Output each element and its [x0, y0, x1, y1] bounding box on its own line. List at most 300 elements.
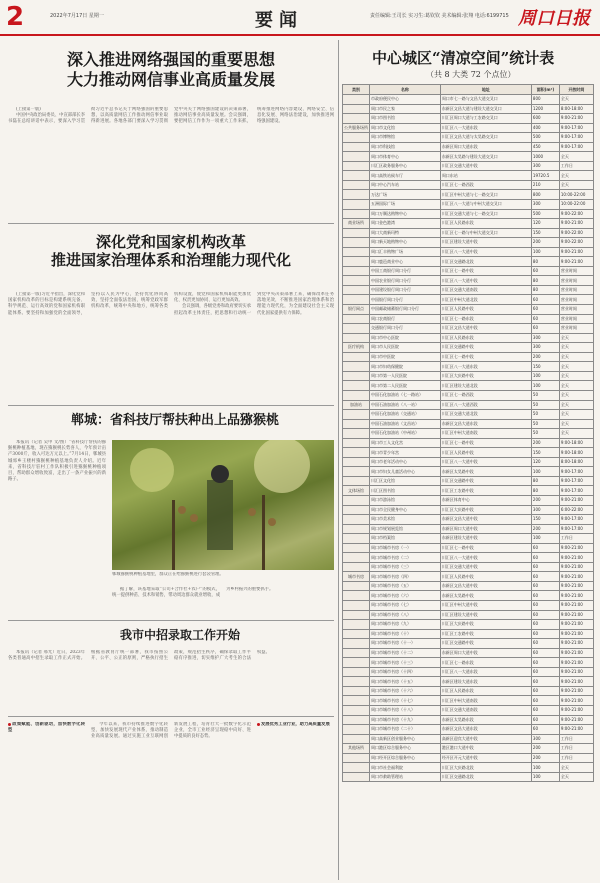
table-row: [343, 123, 594, 133]
divider: [8, 405, 334, 406]
row-address: 川汇区交通路北段: [440, 257, 531, 267]
row-name: 周口市人民医院: [370, 343, 441, 353]
table-row: [343, 429, 594, 439]
row-hours: 工作日: [559, 161, 593, 171]
table-row: [343, 715, 594, 725]
row-address: 东新区建设大道东段: [440, 677, 531, 687]
row-name: 周口市城市书房（十五）: [370, 677, 441, 687]
row-name: 周口市妇女儿童活动中心: [370, 467, 441, 477]
row-address: 川汇区交通大道中段: [440, 161, 531, 171]
row-area: 150: [531, 515, 559, 525]
row-area: 200: [531, 753, 559, 763]
row-category: [343, 152, 370, 162]
row-hours: 9:00-17:00: [559, 524, 593, 534]
row-address: 川汇区七一路西段: [440, 180, 531, 190]
row-area: 50: [531, 390, 559, 400]
row-name: 中国建设银行周口分行: [370, 285, 441, 295]
row-area: 100: [531, 247, 559, 257]
row-category: 商业场所: [343, 219, 370, 229]
row-hours: 9:00-17:00: [559, 467, 593, 477]
row-address: 川汇区交通大道中段: [440, 562, 531, 572]
article4-headline[interactable]: 我市中招录取工作开始: [119, 628, 240, 642]
header-address: 地址: [440, 85, 531, 95]
row-area: 500: [531, 209, 559, 219]
article1-title-line1: 深入推进网络强国的重要思想: [66, 50, 275, 69]
row-name: 周口市城市书房（二）: [370, 553, 441, 563]
row-hours: 9:00-21:00: [559, 591, 593, 601]
row-area: 50: [531, 410, 559, 420]
row-address: 周口市七一路与文昌大道交叉口: [440, 95, 531, 105]
table-row: [343, 572, 594, 582]
row-area: 60: [531, 324, 559, 334]
row-hours: 全天: [559, 410, 593, 420]
row-hours: 9:00-17:00: [559, 476, 593, 486]
row-category: [343, 467, 370, 477]
table-row: [343, 553, 594, 563]
table-row: [343, 476, 594, 486]
row-hours: 全天: [559, 772, 593, 782]
table-row: [343, 772, 594, 782]
row-name: 中国石化加油站（中州站）: [370, 429, 441, 439]
row-hours: 9:00-21:00: [559, 658, 593, 668]
row-name: 周口市城市书房（三）: [370, 562, 441, 572]
row-area: 60: [531, 553, 559, 563]
row-area: 60: [531, 562, 559, 572]
row-hours: 9:00-21:00: [559, 247, 593, 257]
row-name: 周口市社会福利院: [370, 763, 441, 773]
row-name: 周口市民之家: [370, 104, 441, 114]
row-area: 80: [531, 486, 559, 496]
row-hours: 营业时间: [559, 314, 593, 324]
row-hours: 全天: [559, 390, 593, 400]
table-row: [343, 562, 594, 572]
table-row: [343, 180, 594, 190]
table-row: [343, 495, 594, 505]
row-name: 周口高新区创业服务中心: [370, 734, 441, 744]
row-hours: 9:00-18:00: [559, 448, 593, 458]
row-address: 川汇区大庆路北段: [440, 763, 531, 773]
row-address: 川汇区人民路东段: [440, 333, 531, 343]
row-category: [343, 410, 370, 420]
row-address: 川汇区八一大道东段: [440, 667, 531, 677]
header-hours: 开放时间: [559, 85, 593, 95]
row-name: 周口市第二人民医院: [370, 381, 441, 391]
row-hours: 10:00-22:00: [559, 200, 593, 210]
row-category: 公共服务场所: [343, 123, 370, 133]
table-row: [343, 534, 594, 544]
row-name: 中国石油加油站（文昌站）: [370, 419, 441, 429]
row-address: 川汇区八一大道中段: [440, 247, 531, 257]
table-row: [343, 725, 594, 735]
row-area: 300: [531, 343, 559, 353]
row-area: 60: [531, 696, 559, 706]
row-area: 60: [531, 572, 559, 582]
article3-headline[interactable]: 郸城：省科技厅帮扶种出上品猕猴桃: [70, 413, 279, 428]
table-row: [343, 228, 594, 238]
row-area: 60: [531, 295, 559, 305]
row-address: 东新区建设大道中段: [440, 534, 531, 544]
row-name: 周口万顺达购物中心: [370, 209, 441, 219]
article2-headline[interactable]: [8, 233, 334, 270]
row-category: [343, 257, 370, 267]
row-category: [343, 190, 370, 200]
row-name: 周口市城市书房（五）: [370, 581, 441, 591]
row-area: 80: [531, 476, 559, 486]
row-area: 60: [531, 686, 559, 696]
row-hours: 9:00-21:00: [559, 572, 593, 582]
row-hours: 9:00-21:00: [559, 677, 593, 687]
row-area: 60: [531, 314, 559, 324]
row-area: 200: [531, 524, 559, 534]
row-hours: 9:00-17:00: [559, 123, 593, 133]
row-hours: 全天: [559, 343, 593, 353]
row-address: 港区港口大道中段: [440, 744, 531, 754]
table-row: [343, 219, 594, 229]
row-area: 60: [531, 610, 559, 620]
row-area: 60: [531, 715, 559, 725]
row-hours: 9:00-22:00: [559, 209, 593, 219]
row-area: 80: [531, 285, 559, 295]
row-category: [343, 620, 370, 630]
row-area: 200: [531, 438, 559, 448]
row-category: [343, 524, 370, 534]
row-name: 周口新天地购物中心: [370, 238, 441, 248]
row-address: 川汇区八一大道中段: [440, 553, 531, 563]
row-hours: 9:00-22:00: [559, 228, 593, 238]
row-category: [343, 352, 370, 362]
row-category: [343, 295, 370, 305]
row-area: 60: [531, 591, 559, 601]
row-address: 川汇区大庆路中段: [440, 620, 531, 630]
row-address: 川汇区交通路中段: [440, 343, 531, 353]
table-row: [343, 333, 594, 343]
row-hours: 9:00-22:00: [559, 238, 593, 248]
row-category: [343, 667, 370, 677]
row-area: 150: [531, 362, 559, 372]
row-area: 60: [531, 581, 559, 591]
row-category: [343, 180, 370, 190]
row-area: 100: [531, 763, 559, 773]
row-name: 周口市青少年宫: [370, 448, 441, 458]
row-category: [343, 629, 370, 639]
row-hours: 营业时间: [559, 285, 593, 295]
row-address: 川汇区七一路西段: [440, 390, 531, 400]
table-row: [343, 381, 594, 391]
article3-body: [112, 587, 334, 615]
table-row: [343, 133, 594, 143]
row-hours: 9:00-21:00: [559, 629, 593, 639]
row-address: 川汇区建设大道中段: [440, 610, 531, 620]
row-address: 东新区太昊路与建设大道交叉口: [440, 152, 531, 162]
row-area: 19720.5: [531, 171, 559, 181]
row-address: 川汇区交通大道北段: [440, 410, 531, 420]
row-category: [343, 686, 370, 696]
table-row: [343, 114, 594, 124]
table-row: [343, 515, 594, 525]
row-hours: 营业时间: [559, 276, 593, 286]
row-category: [343, 238, 370, 248]
table-row: [343, 744, 594, 754]
table-row: [343, 95, 594, 105]
row-address: 川汇区中州大道中段: [440, 600, 531, 610]
row-category: [343, 753, 370, 763]
row-category: [343, 324, 370, 334]
table-row: [343, 104, 594, 114]
row-address: 川汇区工农路中段: [440, 486, 531, 496]
row-address: 高新区迎宾大道中段: [440, 734, 531, 744]
row-address: 东新区文昌大道东段: [440, 419, 531, 429]
row-name: 周口市城市书房（十八）: [370, 706, 441, 716]
row-category: [343, 104, 370, 114]
row-name: 周口市博物馆: [370, 133, 441, 143]
row-category: 医疗机构: [343, 343, 370, 353]
table-row: [343, 706, 594, 716]
row-name: 周口市城市书房（十一）: [370, 639, 441, 649]
row-address: 川汇区八一大道东段: [440, 362, 531, 372]
row-name: 周口市中心医院: [370, 333, 441, 343]
row-name: 川汇区图书馆: [370, 486, 441, 496]
row-category: [343, 371, 370, 381]
table-row: [343, 171, 594, 181]
row-area: 50: [531, 400, 559, 410]
row-name: 中国石化加油站（交通站）: [370, 410, 441, 420]
row-area: 450: [531, 142, 559, 152]
row-name: 周口市美术馆: [370, 515, 441, 525]
row-category: [343, 266, 370, 276]
row-address: 川汇区八一大道中段: [440, 276, 531, 286]
row-area: 80: [531, 276, 559, 286]
row-name: 万达广场: [370, 190, 441, 200]
row-hours: 9:00-17:00: [559, 142, 593, 152]
row-name: 周口市城市书房（二十）: [370, 725, 441, 735]
kiwi-orchard-photo: [112, 440, 334, 570]
row-area: 100: [531, 381, 559, 391]
row-hours: 全天: [559, 400, 593, 410]
row-category: [343, 600, 370, 610]
row-name: 周口市图书馆: [370, 114, 441, 124]
row-address: 川汇区八一大道东段: [440, 123, 531, 133]
table-row: [343, 524, 594, 534]
row-address: 川汇区文昌大道中段: [440, 324, 531, 334]
row-category: [343, 476, 370, 486]
article5-text: 今年以来，我市持续推进数字化转型，加快发展现代产业体系，推动制造业高质量发展。通过实施工业互联网创新发展工程，培育壮大一批数字化示范企业，全市工业经济呈现稳中向好、进中提质的良好态势。: [91, 722, 251, 740]
row-category: [343, 734, 370, 744]
row-name: 周口市文化馆: [370, 123, 441, 133]
row-hours: 全天: [559, 763, 593, 773]
row-hours: 营业时间: [559, 295, 593, 305]
row-hours: 9:00-21:00: [559, 725, 593, 735]
row-address: 川汇区七一路东段: [440, 658, 531, 668]
row-name: 周口港区综合服务中心: [370, 744, 441, 754]
row-category: [343, 763, 370, 773]
row-name: 周口大商新玛特: [370, 228, 441, 238]
row-area: 100: [531, 772, 559, 782]
row-name: 周口农商银行: [370, 314, 441, 324]
row-address: 川汇区中州大道南段: [440, 429, 531, 439]
row-hours: 工作日: [559, 753, 593, 763]
row-category: [343, 696, 370, 706]
row-category: [343, 314, 370, 324]
row-area: 800: [531, 190, 559, 200]
row-category: [343, 553, 370, 563]
row-name: 中国农业银行周口分行: [370, 276, 441, 286]
row-area: 300: [531, 505, 559, 515]
table-header-row: [343, 85, 594, 95]
article5-subhead2: 发展优秀工业行业，助力高质量发展: [257, 722, 334, 728]
row-address: 东新区太昊路中段: [440, 467, 531, 477]
row-hours: 9:00-21:00: [559, 562, 593, 572]
row-area: 50: [531, 419, 559, 429]
row-area: 200: [531, 352, 559, 362]
table-row: [343, 648, 594, 658]
row-hours: 全天: [559, 95, 593, 105]
row-category: [343, 438, 370, 448]
table-row: [343, 763, 594, 773]
table-row: [343, 209, 594, 219]
table-row: [343, 457, 594, 467]
row-category: [343, 658, 370, 668]
row-hours: 营业时间: [559, 266, 593, 276]
row-category: [343, 95, 370, 105]
row-address: 东新区周口大道东段: [440, 142, 531, 152]
article1-headline[interactable]: [8, 50, 334, 89]
row-name: 周口市城市书房（九）: [370, 620, 441, 630]
table-row: [343, 610, 594, 620]
row-category: [343, 429, 370, 439]
row-name: 周口市城市书房（十九）: [370, 715, 441, 725]
row-address: 川汇区中州大道南段: [440, 696, 531, 706]
row-address: 川汇区七一路中段: [440, 543, 531, 553]
row-category: [343, 639, 370, 649]
row-hours: 全天: [559, 180, 593, 190]
row-address: 川汇区大庆路中段: [440, 371, 531, 381]
table-row: [343, 161, 594, 171]
row-name: 周口市游泳馆: [370, 495, 441, 505]
table-row: [343, 620, 594, 630]
row-name: 周口市城市书房（十三）: [370, 658, 441, 668]
row-name: 五洲国际广场: [370, 200, 441, 210]
article3-lead: [8, 440, 106, 588]
table-row: [343, 247, 594, 257]
row-category: [343, 677, 370, 687]
row-address: 周口东站: [440, 171, 531, 181]
orchard-illustration: [112, 440, 334, 570]
table-row: [343, 400, 594, 410]
row-hours: 全天: [559, 362, 593, 372]
row-hours: 9:00-21:00: [559, 696, 593, 706]
divider: [8, 620, 334, 621]
row-name: 周口经开区综合服务中心: [370, 753, 441, 763]
row-address: 东新区文昌大道中段: [440, 581, 531, 591]
row-category: [343, 390, 370, 400]
row-category: [343, 495, 370, 505]
table-row: [343, 667, 594, 677]
row-area: 60: [531, 648, 559, 658]
row-address: 川汇区工农路中段: [440, 629, 531, 639]
row-area: 200: [531, 495, 559, 505]
row-area: 200: [531, 744, 559, 754]
article2-title-line2: 推进国家治理体系和治理能力现代化: [50, 251, 291, 270]
row-category: [343, 534, 370, 544]
divider: [8, 716, 334, 717]
row-category: 城市书房: [343, 572, 370, 582]
row-address: 川汇区交通大道南段: [440, 706, 531, 716]
row-category: [343, 457, 370, 467]
row-address: 川汇区七一路东段: [440, 314, 531, 324]
row-category: [343, 562, 370, 572]
photo-caption: 郸城猕猴桃种植基地里，群众正在给猕猴桃进行套袋管理。: [112, 572, 224, 577]
bullet-icon: [8, 723, 11, 726]
row-address: 川汇区七一路中段: [440, 266, 531, 276]
row-name: 周口市体育中心: [370, 152, 441, 162]
row-category: [343, 515, 370, 525]
table-row: [343, 362, 594, 372]
row-category: [343, 706, 370, 716]
row-category: [343, 772, 370, 782]
table-row: [343, 419, 594, 429]
row-category: [343, 133, 370, 143]
table-row: [343, 276, 594, 286]
row-name: 周口市城市书房（十六）: [370, 686, 441, 696]
row-address: 川汇区交通大道南段: [440, 285, 531, 295]
row-hours: 全天: [559, 429, 593, 439]
row-area: 400: [531, 123, 559, 133]
row-name: 周口市城市书房（十）: [370, 629, 441, 639]
row-area: 500: [531, 133, 559, 143]
row-hours: 9:00-21:00: [559, 610, 593, 620]
row-name: 周口市城市书房（七）: [370, 600, 441, 610]
header-category: 类别: [343, 85, 370, 95]
bullet-icon: [257, 723, 260, 726]
row-name: 周口中心汽车站: [370, 180, 441, 190]
row-area: 60: [531, 639, 559, 649]
row-address: 川汇区八一大道中段: [440, 457, 531, 467]
row-name: 中国石油加油站（八一站）: [370, 400, 441, 410]
row-name: 周口市中医院: [370, 352, 441, 362]
row-area: 300: [531, 161, 559, 171]
table-row: [343, 734, 594, 744]
article2-body: [8, 292, 334, 402]
table-row: [343, 314, 594, 324]
cooling-spaces-table: [342, 84, 594, 782]
table-row: [343, 352, 594, 362]
row-address: 川汇区七一路中段: [440, 438, 531, 448]
row-hours: 9:00-21:00: [559, 581, 593, 591]
row-area: 80: [531, 257, 559, 267]
table-row: [343, 448, 594, 458]
article4-body: [8, 650, 334, 714]
table-row: [343, 324, 594, 334]
row-hours: 9:00-21:00: [559, 600, 593, 610]
article3-source: 本报讯（记者 吴申 文/图）“省科技厅帮扶的猕猴桃种植基地，现在猕猴桃长势喜人，今年预计亩产3000斤，收入可达万元以上。”7月14日，郸城县城郊乡王楼村猕猴桃种植基地负责人介绍。近年来，省科技厅驻村工作队积极引进猕猴桃种植项目，帮助群众增收致富，走出了一条产业振兴的新路子。: [8, 440, 106, 483]
row-address: 东新区太昊路中段: [440, 591, 531, 601]
row-hours: 全天: [559, 171, 593, 181]
table-row: [343, 295, 594, 305]
article2-title-line1: 深化党和国家机构改革: [95, 233, 246, 251]
row-address: 川汇区文昌大道与太昊路交叉口: [440, 133, 531, 143]
row-address: 川汇区八一大道与中州大道交叉口: [440, 200, 531, 210]
row-area: 60: [531, 706, 559, 716]
row-address: 川汇区人民路中段: [440, 305, 531, 315]
row-name: 周口市工人文化宫: [370, 438, 441, 448]
table-subtitle: （共 8 大类 72 个点位）: [426, 70, 516, 79]
table-row: [343, 581, 594, 591]
row-hours: 10:00-22:00: [559, 190, 593, 200]
table-row: [343, 438, 594, 448]
row-name: 周口市城市书房（十七）: [370, 696, 441, 706]
row-name: 周口市城市书房（六）: [370, 591, 441, 601]
table-row: [343, 591, 594, 601]
